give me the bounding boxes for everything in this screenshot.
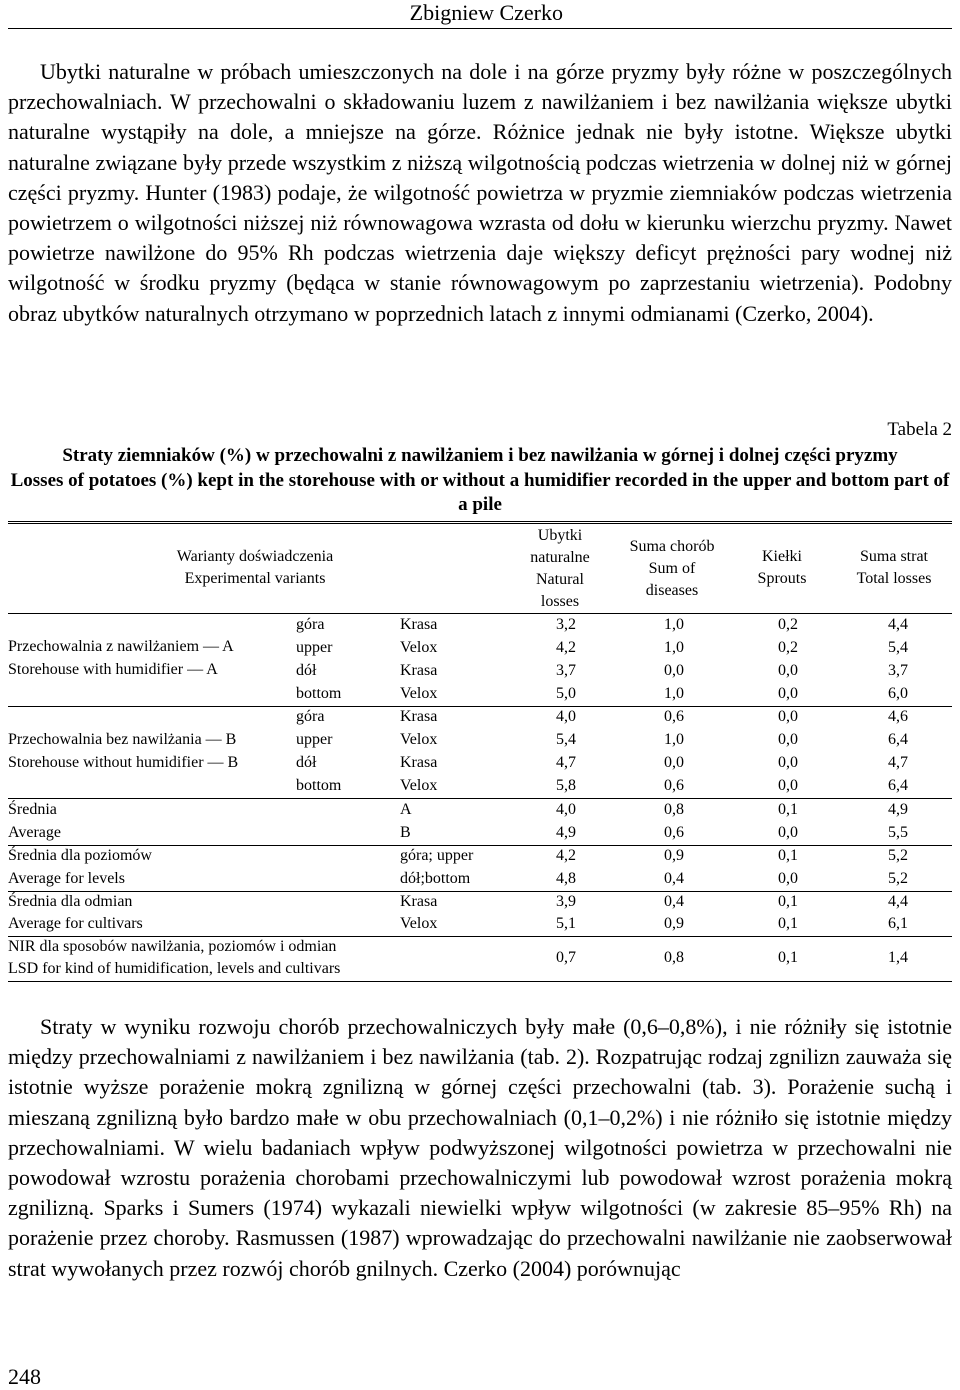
avg-levels-label-en: Average for levels bbox=[8, 870, 125, 887]
header-natural-line2: naturalne bbox=[530, 549, 590, 566]
natural-cell: 5,8 bbox=[556, 777, 576, 794]
diseases-cell: 0,4 bbox=[664, 893, 684, 910]
total-cell: 6,4 bbox=[888, 731, 908, 748]
header-sprouts-line2: Sprouts bbox=[757, 570, 807, 587]
diseases-cell: 0,9 bbox=[664, 915, 684, 932]
level-cell: dół bbox=[296, 662, 317, 679]
natural-cell: 3,2 bbox=[556, 616, 576, 633]
table-caption-en: Losses of potatoes (%) kept in the storehouse with or without a humidifier recorded in the upper and bottom part of a pile bbox=[10, 470, 950, 515]
total-cell: 5,5 bbox=[888, 824, 908, 841]
key-cell: B bbox=[400, 824, 411, 841]
total-cell: 6,1 bbox=[888, 915, 908, 932]
sprouts-cell: 0,0 bbox=[778, 685, 798, 702]
natural-cell: 4,2 bbox=[556, 847, 576, 864]
key-cell: A bbox=[400, 801, 412, 818]
header-diseases-line3: diseases bbox=[645, 582, 699, 599]
avg-cultivars-label-pl: Średnia dla odmian bbox=[8, 893, 133, 910]
group-a-label-pl: Przechowalnia z nawilżaniem — A bbox=[8, 638, 234, 655]
diseases-cell: 0,0 bbox=[664, 662, 684, 679]
header-total-line2: Total losses bbox=[856, 570, 932, 587]
natural-cell: 4,8 bbox=[556, 870, 576, 887]
cultivar-cell: Krasa bbox=[400, 708, 438, 725]
sprouts-cell: 0,0 bbox=[778, 708, 798, 725]
sprouts-cell: 0,1 bbox=[778, 915, 798, 932]
level-cell: bottom bbox=[296, 777, 342, 794]
cultivar-cell: Krasa bbox=[400, 754, 438, 771]
header-variants-en: Experimental variants bbox=[184, 570, 326, 587]
diseases-cell: 1,0 bbox=[664, 639, 684, 656]
level-cell: dół bbox=[296, 754, 317, 771]
natural-cell: 3,9 bbox=[556, 893, 576, 910]
header-variants bbox=[110, 546, 400, 590]
header-variants-pl: Warianty doświadczenia bbox=[176, 548, 334, 565]
body-paragraph-2: Straty w wyniku rozwoju chorób przechowalniczych były małe (0,6–0,8%), i nie różniły się istotnie między przechowalniami z nawilżaniem i bez nawilżania (tab. 2). Rozpatrując rodzaj zgnilizn zauważa się istotnie wyższe porażenie mokrą zgnilizną w górnej części przechowalni (tab. 3). Porażenie suchą i mieszaną zgnilizną było bardzo małe w obu przechowalniach (0,1–0,2%) i nie różniło się istotnie między przechowalniami. W wielu badaniach wpływ podwyższonej wilgotności powietrza w przechowalni nie powodował wzrostu porażenia chorobami przechowalniczymi lub powodował wzrost porażenia mokrą zgnilizną. Sparks i Sumers (1974) wykazali niewielki wpływ wilgotności (w zakresie 85–95% Rh) na porażenie przez choroby. Rasmussen (1987) wprowadzając do przechowalni nawilżanie nie zaobserwował strat wywołanych przez rozwój chorób gnilnych. Czerko (2004) porównując bbox=[8, 1014, 952, 1281]
total-cell: 3,7 bbox=[888, 662, 908, 679]
level-cell: góra bbox=[296, 616, 325, 633]
cultivar-cell: Velox bbox=[400, 639, 438, 656]
body-paragraph-1: Ubytki naturalne w próbach umieszczonych na dole i na górze pryzmy były różne w poszczególnych przechowalniach. W przechowalni o składowaniu luzem z nawilżaniem i bez nawilżania większe ubytki naturalne wystąpiły na dole, a mniejsze na górze. Różnice jednak nie były istotne. Większe ubytki naturalne związane były przede wszystkim z niższą wilgotnością podczas wietrzenia w dolnej niż w górnej części pryzmy. Hunter (1983) podaje, że wilgotność powietrza w pryzmie ziemniaków podczas wietrzenia powietrzem o wilgotności niższej niż równowagowa wzrasta od dołu w kierunku wierzchu pryzmy. Nawet powietrze nawilżone do 95% Rh podczas wietrzenia daje większy deficyt prężności pary wodnej niż wilgotność w środku pryzmy (będąca w stanie równowagowym po zaprzestaniu wietrzenia). Podobny obraz ubytków naturalnych otrzymano w poprzednich latach z innymi odmianami (Czerko, 2004). bbox=[8, 59, 952, 326]
level-cell: upper bbox=[296, 639, 333, 656]
header-natural-losses bbox=[510, 525, 610, 613]
header-total-line1: Suma strat bbox=[860, 548, 928, 565]
group-a-label-en: Storehouse with humidifier — A bbox=[8, 661, 218, 678]
diseases-cell: 1,0 bbox=[664, 616, 684, 633]
table-bottom-rule bbox=[8, 981, 952, 982]
total-cell: 4,7 bbox=[888, 754, 908, 771]
total-cell: 6,0 bbox=[888, 685, 908, 702]
total-cell: 5,2 bbox=[888, 870, 908, 887]
header-natural-line3: Natural bbox=[536, 571, 584, 588]
natural-cell: 5,4 bbox=[556, 731, 576, 748]
header-natural-line1: Ubytki bbox=[537, 527, 583, 544]
natural-cell: 0,7 bbox=[556, 949, 576, 966]
sprouts-cell: 0,1 bbox=[778, 949, 798, 966]
sprouts-cell: 0,0 bbox=[778, 731, 798, 748]
sprouts-cell: 0,0 bbox=[778, 662, 798, 679]
total-cell: 5,2 bbox=[888, 847, 908, 864]
diseases-cell: 1,0 bbox=[664, 731, 684, 748]
avg-label-pl: Średnia bbox=[8, 801, 57, 818]
level-cell: góra bbox=[296, 708, 325, 725]
group-b-label-en: Storehouse without humidifier — B bbox=[8, 754, 239, 771]
total-cell: 4,6 bbox=[888, 708, 908, 725]
sprouts-cell: 0,1 bbox=[778, 801, 798, 818]
diseases-cell: 0,0 bbox=[664, 754, 684, 771]
natural-cell: 5,0 bbox=[556, 685, 576, 702]
total-cell: 1,4 bbox=[888, 949, 908, 966]
header-total-losses bbox=[838, 546, 950, 590]
key-cell: Krasa bbox=[400, 893, 438, 910]
header-diseases-line1: Suma chorób bbox=[629, 538, 715, 555]
sprouts-cell: 0,0 bbox=[778, 870, 798, 887]
total-cell: 4,9 bbox=[888, 801, 908, 818]
key-cell: góra; upper bbox=[400, 847, 474, 864]
total-cell: 5,4 bbox=[888, 639, 908, 656]
sprouts-cell: 0,0 bbox=[778, 777, 798, 794]
header-natural-line4: losses bbox=[540, 593, 580, 610]
table-caption-pl: Straty ziemniaków (%) w przechowalni z nawilżaniem i bez nawilżania w górnej i dolnej części pryzmy bbox=[62, 445, 898, 466]
cultivar-cell: Krasa bbox=[400, 662, 438, 679]
natural-cell: 4,9 bbox=[556, 824, 576, 841]
diseases-cell: 0,4 bbox=[664, 870, 684, 887]
header-sprouts bbox=[736, 546, 828, 590]
group-b-label-pl: Przechowalnia bez nawilżania — B bbox=[8, 731, 237, 748]
natural-cell: 4,0 bbox=[556, 708, 576, 725]
natural-cell: 4,2 bbox=[556, 639, 576, 656]
key-cell: dół;bottom bbox=[400, 870, 471, 887]
header-diseases-line2: Sum of bbox=[648, 560, 696, 577]
diseases-cell: 0,6 bbox=[664, 777, 684, 794]
diseases-cell: 1,0 bbox=[664, 685, 684, 702]
lsd-label-pl: NIR dla sposobów nawilżania, poziomów i odmian bbox=[8, 938, 337, 955]
sprouts-cell: 0,0 bbox=[778, 754, 798, 771]
total-cell: 4,4 bbox=[888, 893, 908, 910]
header-sum-diseases bbox=[616, 536, 728, 602]
total-cell: 4,4 bbox=[888, 616, 908, 633]
diseases-cell: 0,8 bbox=[664, 801, 684, 818]
total-cell: 6,4 bbox=[888, 777, 908, 794]
running-header-author: Zbigniew Czerko bbox=[409, 0, 563, 25]
sprouts-cell: 0,1 bbox=[778, 847, 798, 864]
sprouts-cell: 0,0 bbox=[778, 824, 798, 841]
level-cell: upper bbox=[296, 731, 333, 748]
diseases-cell: 0,9 bbox=[664, 847, 684, 864]
cultivar-cell: Velox bbox=[400, 685, 438, 702]
natural-cell: 5,1 bbox=[556, 915, 576, 932]
diseases-cell: 0,8 bbox=[664, 949, 684, 966]
cultivar-cell: Velox bbox=[400, 777, 438, 794]
table-top-rule bbox=[8, 521, 952, 524]
natural-cell: 3,7 bbox=[556, 662, 576, 679]
diseases-cell: 0,6 bbox=[664, 708, 684, 725]
level-cell: bottom bbox=[296, 685, 342, 702]
key-cell: Velox bbox=[400, 915, 438, 932]
lsd-label-en: LSD for kind of humidification, levels and cultivars bbox=[8, 960, 341, 977]
sprouts-cell: 0,1 bbox=[778, 893, 798, 910]
avg-levels-label-pl: Średnia dla poziomów bbox=[8, 847, 152, 864]
sprouts-cell: 0,2 bbox=[778, 616, 798, 633]
cultivar-cell: Velox bbox=[400, 731, 438, 748]
diseases-cell: 0,6 bbox=[664, 824, 684, 841]
avg-cultivars-label-en: Average for cultivars bbox=[8, 915, 143, 932]
header-sprouts-line1: Kiełki bbox=[762, 548, 802, 565]
header-rule bbox=[8, 28, 952, 29]
avg-label-en: Average bbox=[8, 824, 61, 841]
page-number: 248 bbox=[8, 1364, 41, 1389]
cultivar-cell: Krasa bbox=[400, 616, 438, 633]
table-number: Tabela 2 bbox=[887, 419, 952, 440]
natural-cell: 4,0 bbox=[556, 801, 576, 818]
natural-cell: 4,7 bbox=[556, 754, 576, 771]
sprouts-cell: 0,2 bbox=[778, 639, 798, 656]
